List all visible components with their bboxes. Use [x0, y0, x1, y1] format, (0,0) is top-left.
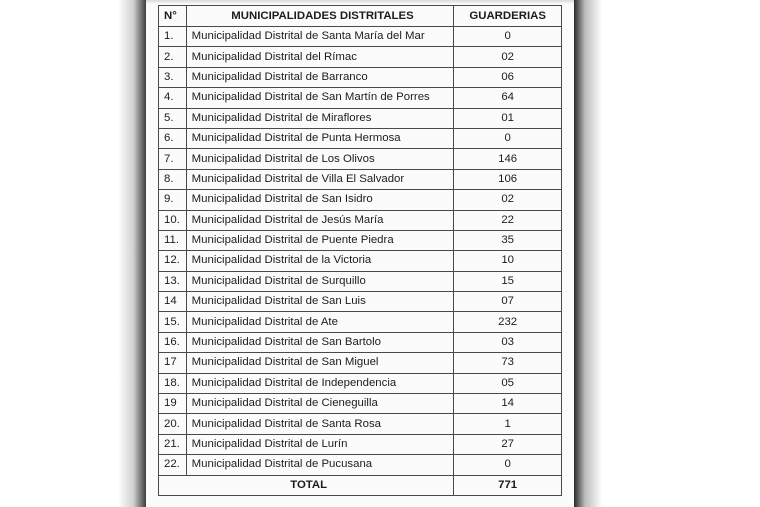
row-number: 21. [159, 434, 187, 454]
row-number: 8. [159, 169, 187, 189]
row-number: 19 [159, 394, 187, 414]
row-municipality: Municipalidad Distrital de Puente Piedra [186, 230, 454, 250]
row-municipality: Municipalidad Distrital del Rímac [186, 47, 454, 67]
table-row [159, 271, 562, 291]
header-municipality: MUNICIPALIDADES DISTRITALES [186, 6, 454, 27]
table-row [159, 373, 562, 393]
table-header-row [159, 6, 562, 27]
row-daycares: 10 [454, 251, 562, 271]
row-municipality: Municipalidad Distrital de Barranco [186, 67, 454, 87]
row-municipality: Municipalidad Distrital de Ate [186, 312, 454, 332]
row-daycares: 1 [454, 414, 562, 434]
row-number: 3. [159, 67, 187, 87]
paper-shadow-left [118, 0, 146, 507]
row-number: 7. [159, 149, 187, 169]
row-daycares: 06 [454, 67, 562, 87]
row-municipality: Municipalidad Distrital de San Martín de Porres [186, 88, 454, 108]
total-row [159, 475, 562, 495]
row-number: 12. [159, 251, 187, 271]
table-row [159, 27, 562, 47]
total-label: TOTAL [159, 475, 454, 495]
table-body [159, 27, 562, 476]
row-number: 15. [159, 312, 187, 332]
row-municipality: Municipalidad Distrital de San Miguel [186, 353, 454, 373]
table-row [159, 251, 562, 271]
table-row [159, 434, 562, 454]
row-daycares: 15 [454, 271, 562, 291]
table-row [159, 332, 562, 352]
daycare-table [158, 5, 562, 496]
row-number: 4. [159, 88, 187, 108]
row-municipality: Municipalidad Distrital de San Isidro [186, 190, 454, 210]
row-daycares: 27 [454, 434, 562, 454]
table-row [159, 190, 562, 210]
row-daycares: 14 [454, 394, 562, 414]
row-municipality: Municipalidad Distrital de Lurín [186, 434, 454, 454]
row-municipality: Municipalidad Distrital de Miraflores [186, 108, 454, 128]
row-number: 14 [159, 292, 187, 312]
paper-shadow-right [574, 0, 602, 507]
row-daycares: 22 [454, 210, 562, 230]
table-row [159, 47, 562, 67]
table-row [159, 88, 562, 108]
table-row [159, 455, 562, 475]
row-number: 6. [159, 128, 187, 148]
row-municipality: Municipalidad Distrital de la Victoria [186, 251, 454, 271]
row-daycares: 02 [454, 47, 562, 67]
table-row [159, 312, 562, 332]
row-number: 11. [159, 230, 187, 250]
row-number: 5. [159, 108, 187, 128]
table-row [159, 108, 562, 128]
row-municipality: Municipalidad Distrital de Independencia [186, 373, 454, 393]
table-row [159, 169, 562, 189]
table-row [159, 128, 562, 148]
row-daycares: 106 [454, 169, 562, 189]
row-number: 20. [159, 414, 187, 434]
row-municipality: Municipalidad Distrital de San Bartolo [186, 332, 454, 352]
row-number: 2. [159, 47, 187, 67]
table-row [159, 210, 562, 230]
row-daycares: 73 [454, 353, 562, 373]
row-municipality: Municipalidad Distrital de Santa Rosa [186, 414, 454, 434]
row-municipality: Municipalidad Distrital de Los Olivos [186, 149, 454, 169]
row-daycares: 0 [454, 128, 562, 148]
row-number: 10. [159, 210, 187, 230]
row-municipality: Municipalidad Distrital de Jesús María [186, 210, 454, 230]
table-row [159, 67, 562, 87]
table-row [159, 353, 562, 373]
row-number: 16. [159, 332, 187, 352]
row-number: 22. [159, 455, 187, 475]
row-number: 18. [159, 373, 187, 393]
row-daycares: 01 [454, 108, 562, 128]
row-number: 17 [159, 353, 187, 373]
row-municipality: Municipalidad Distrital de Punta Hermosa [186, 128, 454, 148]
table-row [159, 230, 562, 250]
row-number: 13. [159, 271, 187, 291]
total-value: 771 [454, 475, 562, 495]
row-daycares: 07 [454, 292, 562, 312]
row-daycares: 03 [454, 332, 562, 352]
page-top-edge [146, 0, 574, 4]
row-daycares: 232 [454, 312, 562, 332]
row-daycares: 02 [454, 190, 562, 210]
row-municipality: Municipalidad Distrital de Santa María del Mar [186, 27, 454, 47]
row-municipality: Municipalidad Distrital de Pucusana [186, 455, 454, 475]
row-number: 9. [159, 190, 187, 210]
row-daycares: 0 [454, 27, 562, 47]
row-municipality: Municipalidad Distrital de Cieneguilla [186, 394, 454, 414]
table-row [159, 149, 562, 169]
header-daycares: GUARDERIAS [454, 6, 562, 27]
table-row [159, 394, 562, 414]
row-daycares: 35 [454, 230, 562, 250]
row-municipality: Municipalidad Distrital de Villa El Salvador [186, 169, 454, 189]
row-daycares: 05 [454, 373, 562, 393]
row-daycares: 146 [454, 149, 562, 169]
row-daycares: 64 [454, 88, 562, 108]
table-row [159, 414, 562, 434]
table-row [159, 292, 562, 312]
row-daycares: 0 [454, 455, 562, 475]
row-number: 1. [159, 27, 187, 47]
document-page [146, 0, 574, 507]
row-municipality: Municipalidad Distrital de Surquillo [186, 271, 454, 291]
header-number: N° [159, 6, 187, 27]
row-municipality: Municipalidad Distrital de San Luis [186, 292, 454, 312]
